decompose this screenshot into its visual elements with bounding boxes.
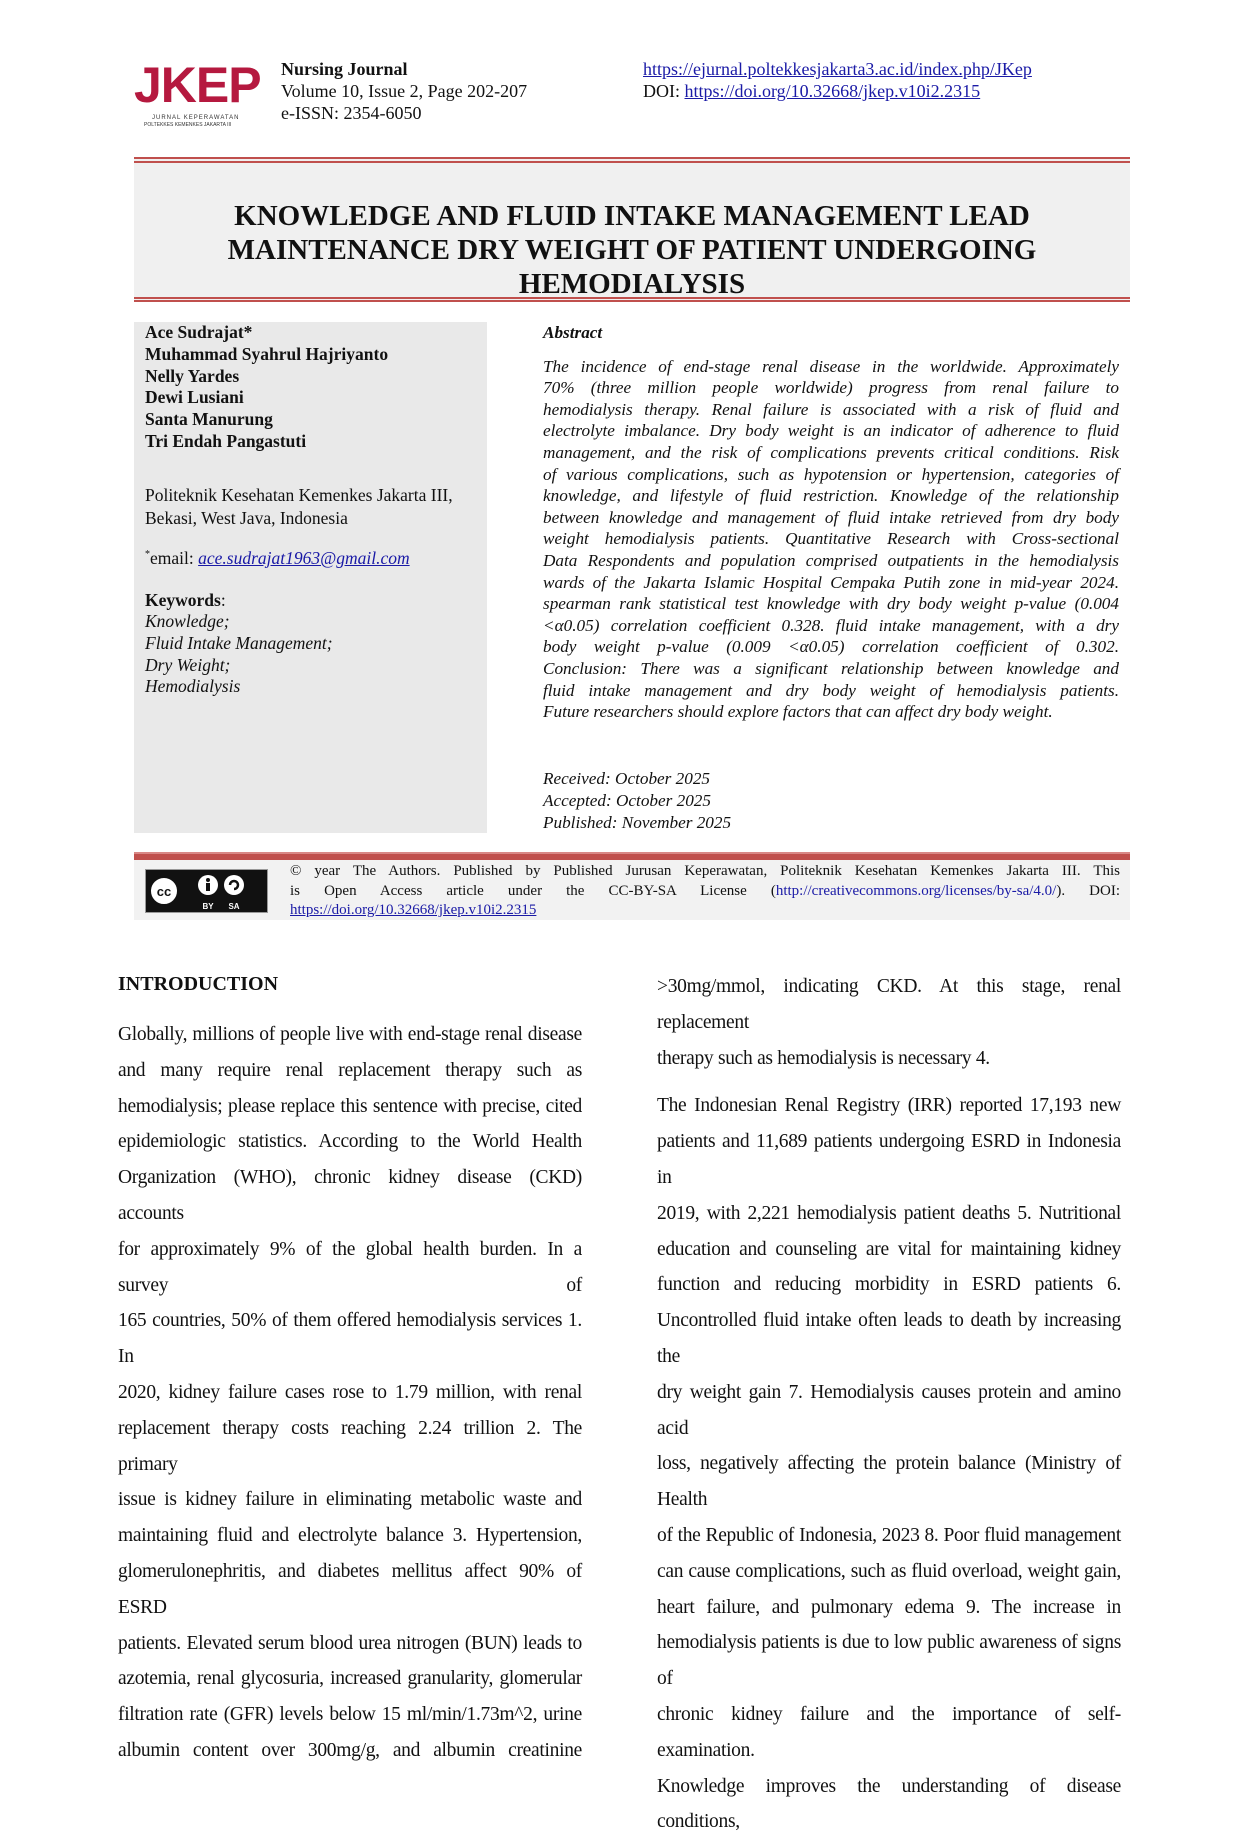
text-line: fluid intake management and dry body weight of hemodialysis patients. [543, 680, 1119, 700]
text-line: weight hemodialysis patients. Quantitative Research with Cross-sectional [543, 529, 1119, 549]
text-line: azotemia, renal glycosuria, increased granularity, glomerular [118, 1668, 582, 1690]
text-line: replacement therapy costs reaching 2.24 trillion 2. The primary [118, 1417, 582, 1475]
text-line: The incidence of end-stage renal disease in the worldwide. Approximately [543, 356, 1119, 376]
text-line: education and counseling are vital for maintaining kidney [657, 1238, 1121, 1260]
keyword: Dry Weight; [145, 654, 231, 675]
abstract-heading: Abstract [543, 323, 603, 342]
doi-link[interactable]: https://doi.org/10.32668/jkep.v10i2.2315 [684, 81, 981, 101]
affiliation-line: Politeknik Kesehatan Kemenkes Jakarta III, [145, 484, 453, 505]
text-line: wards of the Jakarta Islamic Hospital Cempaka Putih zone in mid-year 2024. [543, 572, 1119, 592]
author: Santa Manurung [145, 409, 273, 430]
author: Muhammad Syahrul Hajriyanto [145, 343, 389, 364]
introduction-right-column [657, 969, 1121, 1840]
author-panel-content [145, 322, 480, 698]
text-line: knowledge, and lifestyle of fluid restriction. Knowledge of the relationship [543, 486, 1119, 506]
logo-subtitle: JURNAL KEPERAWATAN [152, 115, 240, 121]
license-doi-link[interactable]: https://doi.org/10.32668/jkep.v10i2.2315 [290, 902, 537, 918]
email [145, 547, 480, 569]
keywords-colon: : [220, 589, 226, 610]
text-line: 2019, with 2,221 hemodialysis patient deaths 5. Nutritional [657, 1202, 1121, 1224]
text-line: between knowledge and management of fluid intake retrieved from dry body [543, 507, 1119, 527]
cc-label: cc [156, 884, 172, 899]
keywords-heading: Keywords [145, 589, 221, 610]
text-line: hemodialysis therapy. Renal failure is associated with a risk of fluid and [543, 399, 1119, 419]
title-line: HEMODIALYSIS [518, 268, 746, 300]
title-line: KNOWLEDGE AND FLUID INTAKE MANAGEMENT LEAD [234, 200, 1030, 232]
license-line-2 [290, 882, 1120, 902]
text-line: management, and the risk of complications prevents critical conditions. Risk [543, 442, 1119, 462]
keyword: Knowledge; [145, 611, 230, 632]
text-line: 165 countries, 50% of them offered hemodialysis services 1. In [118, 1310, 582, 1368]
text-line: epidemiologic statistics. According to the World Health [118, 1131, 582, 1153]
text-line: glomerulonephritis, and diabetes mellitus affect 90% of ESRD [118, 1560, 582, 1618]
text-line: 70% (three million people worldwide) progress from renal failure to [543, 378, 1119, 398]
text-line: can cause complications, such as fluid overload, weight gain, [657, 1560, 1121, 1582]
text-line: body weight p-value (0.009 <α0.05) correlation coefficient of 0.302. [543, 637, 1119, 657]
text-line: maintaining fluid and electrolyte balance 3. Hypertension, [118, 1525, 582, 1547]
text-line: and many require renal replacement therapy such as [118, 1059, 582, 1081]
text-line: therapy such as hemodialysis is necessary 4. [657, 1047, 990, 1069]
doi-label: DOI: [643, 81, 685, 101]
author: Dewi Lusiani [145, 387, 244, 408]
text-line: of various complications, such as hypotension or hypertension, categories of [543, 464, 1119, 484]
text-line: Globally, millions of people live with end-stage renal disease [118, 1024, 582, 1045]
text-line: hemodialysis; please replace this sentence with precise, cited [118, 1095, 582, 1117]
text-line: chronic kidney failure and the importance of self-examination. [657, 1703, 1121, 1761]
cc-license-link[interactable]: http://creativecommons.org/licenses/by-sa/4.0/ [775, 882, 1057, 899]
text-line: Data Respondents and population comprised outpatients in the hemodialysis [543, 550, 1119, 570]
license-line-1: © year The Authors. Published by Published Jurusan Keperawatan, Politeknik Kesehatan Kemenkes Jakarta III. This [290, 863, 1120, 879]
accepted-date: Accepted: October 2025 [543, 790, 711, 810]
text-line: Conclusion: There was a significant relationship between knowledge and [543, 658, 1119, 678]
published-date: Published: November 2025 [543, 812, 732, 832]
article-title [134, 199, 1130, 301]
author: Nelly Yardes [145, 365, 240, 386]
license-text [290, 862, 1120, 921]
author: Tri Endah Pangastuti [145, 430, 307, 451]
text-line: Uncontrolled fluid intake often leads to death by increasing the [657, 1310, 1121, 1367]
text-line: patients. Elevated serum blood urea nitrogen (BUN) leads to [118, 1632, 582, 1654]
author-list [145, 322, 480, 453]
license-text-pre: is Open Access article under the CC-BY-SA License ( [290, 882, 776, 899]
introduction-heading: INTRODUCTION [118, 973, 279, 995]
text-line: <α0.05) correlation coefficient 0.328. fluid intake management, with a dry [543, 615, 1119, 635]
cc-license-icon [146, 870, 267, 912]
text-line: >30mg/mmol, indicating CKD. At this stage, renal replacement [657, 976, 1121, 1033]
by-label: BY [202, 902, 214, 911]
received-date: Received: October 2025 [543, 768, 711, 788]
text-line: heart failure, and pulmonary edema 9. The increase in [657, 1596, 1121, 1618]
text-line: Future researchers should explore factors that can affect dry body weight. [543, 702, 1053, 722]
paragraph [657, 1088, 1121, 1840]
cc-by-sa-badge [145, 869, 268, 913]
abstract [543, 322, 1119, 834]
text-line: loss, negatively affecting the protein balance (Ministry of Health [657, 1453, 1121, 1511]
introduction-left-column [118, 1017, 582, 1769]
journal-volume: Volume 10, Issue 2, Page 202-207 [281, 81, 528, 101]
journal-issn: e-ISSN: 2354-6050 [281, 103, 422, 123]
keywords [145, 590, 480, 698]
email-label: email: [150, 547, 199, 568]
journal-links [643, 58, 1032, 102]
journal-name: Nursing Journal [281, 59, 408, 79]
text-line: hemodialysis patients is due to low public awareness of signs of [657, 1632, 1121, 1690]
text-line: Knowledge improves the understanding of disease conditions, [657, 1775, 1121, 1833]
text-line: dry weight gain 7. Hemodialysis causes protein and amino acid [657, 1381, 1121, 1439]
text-line: electrolyte imbalance. Dry body weight is an indicator of adherence to fluid [543, 421, 1119, 441]
journal-info [281, 58, 527, 124]
license-text-post: ). DOI: [1056, 882, 1120, 899]
title-box [134, 157, 1130, 302]
article-dates [543, 768, 1119, 834]
text-line: for approximately 9% of the global health burden. In a survey of [118, 1238, 582, 1296]
sa-label: SA [228, 902, 240, 911]
text-line: Organization (WHO), chronic kidney disease (CKD) accounts [118, 1167, 582, 1224]
logo-text: JKEP [134, 57, 261, 113]
abstract-body [543, 356, 1119, 723]
email-marker: * [145, 548, 150, 560]
email-link[interactable]: ace.sudrajat1963@gmail.com [198, 547, 410, 568]
text-line: of the Republic of Indonesia, 2023 8. Poor fluid management [657, 1524, 1121, 1546]
affiliation [145, 484, 480, 530]
title-line: MAINTENANCE DRY WEIGHT OF PATIENT UNDERGOING [227, 234, 1037, 266]
text-line: patients and 11,689 patients undergoing ESRD in Indonesia in [657, 1131, 1121, 1188]
keyword: Hemodialysis [145, 676, 241, 697]
text-line: The Indonesian Renal Registry (IRR) reported 17,193 new [657, 1095, 1121, 1117]
text-line: function and reducing morbidity in ESRD patients 6. [657, 1274, 1121, 1296]
text-line: albumin content over 300mg/g, and albumin creatinine [118, 1739, 582, 1761]
journal-url-link[interactable]: https://ejurnal.poltekkesjakarta3.ac.id/index.php/JKep [643, 59, 1032, 79]
paragraph [657, 969, 1121, 1076]
text-line: spearman rank statistical test knowledge with dry body weight p-value (0.004 [543, 594, 1119, 614]
text-line: 2020, kidney failure cases rose to 1.79 million, with renal [118, 1381, 582, 1403]
logo-subtitle-2: POLTEKKES KEMENKES JAKARTA III [144, 122, 232, 128]
affiliation-line: Bekasi, West Java, Indonesia [145, 507, 348, 528]
text-line: filtration rate (GFR) levels below 15 ml/min/1.73m^2, urine [118, 1704, 582, 1726]
author: Ace Sudrajat* [145, 322, 253, 342]
text-line: issue is kidney failure in eliminating metabolic waste and [118, 1489, 582, 1511]
keyword: Fluid Intake Management; [145, 632, 333, 653]
journal-logo [134, 56, 264, 129]
license-rule [134, 852, 1130, 860]
